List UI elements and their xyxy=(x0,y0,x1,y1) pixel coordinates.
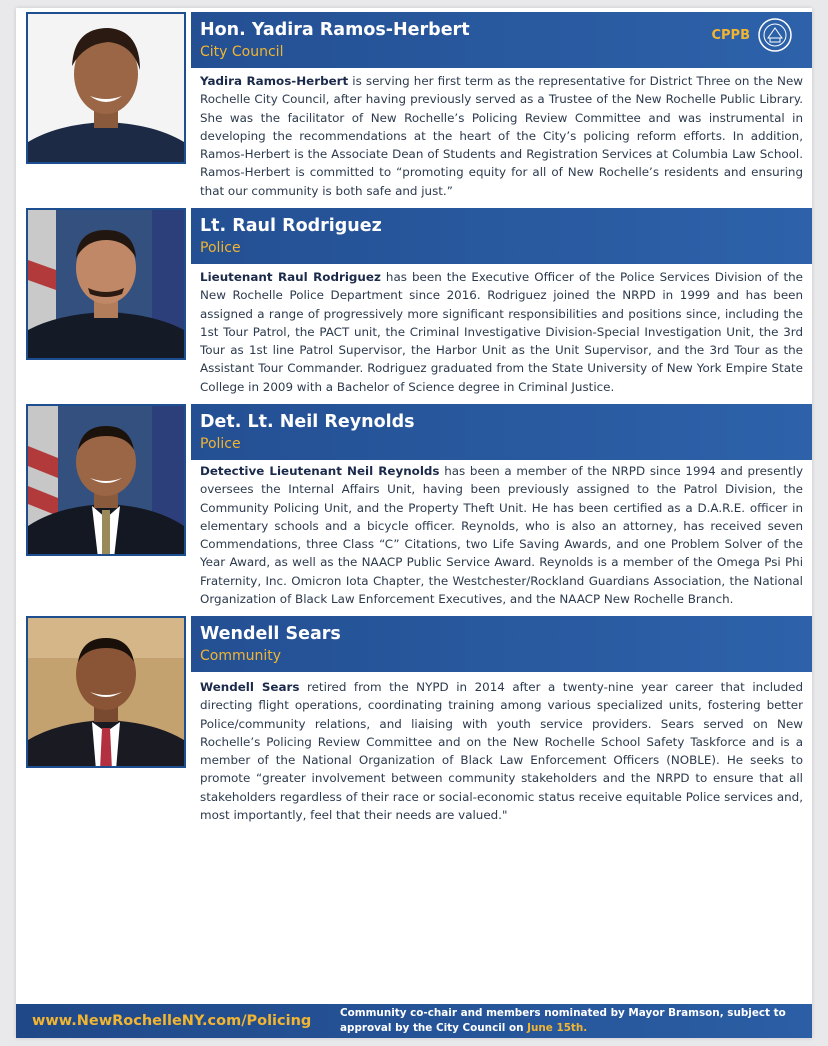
name-band xyxy=(191,616,812,672)
footer-note-text: Community co-chair and members nominated by Mayor Bramson, subject to approval by the City Council on xyxy=(340,1007,786,1034)
profile-name: Wendell Sears xyxy=(200,624,341,644)
profile-bio xyxy=(200,268,803,396)
footer-note-date: June 15th. xyxy=(527,1022,588,1034)
bio-lead-name: Yadira Ramos-Herbert xyxy=(200,74,349,88)
bio-text: has been the Executive Officer of the Police Services Division of the New Rochelle Police Department since 2016. Rodriguez joined the NRPD in 1999 and has been assigned a range of progressively more significant responsibilities and positions since, including the 1st Tour Patrol, the PACT unit, the Criminal Investigative Division-Special Investigation Unit, the 3rd Tour as 1st line Patrol Supervisor, the Harbor Unit as the Unit Supervisor, and the 3rd Tour as the Assistant Tour Commander. Rodriguez graduated from the State University of New York Empire State College in 2009 with a Bachelor of Science degree in Criminal Justice. xyxy=(200,270,803,394)
profile-role: City Council xyxy=(200,44,284,60)
bio-text: has been a member of the NRPD since 1994 and presently oversees the Internal Affairs Unit, having been previously assigned to the Patrol Division, the Community Policing Unit, and the Property Theft Unit. He has been certified as a D.A.R.E. officer in elementary schools and a bicycle officer. Reynolds, who is also an attorney, has received seven Commendations, three Class “C” Citations, two Life Saving Awards, and one Problem Solver of the Year Award, as well as the NAACP Public Service Award. Reynolds is a member of the Omega Psi Phi Fraternity, Inc. Omicron Iota Chapter, the Westchester/Rockland Guardians Association, the National Organization of Black Law Enforcement Executives, and the NAACP New Rochelle Branch. xyxy=(200,464,803,607)
profile-bio xyxy=(200,462,803,608)
profile-role: Community xyxy=(200,648,282,664)
portrait-photo xyxy=(26,616,186,768)
badge-text: CPPB xyxy=(711,27,750,43)
profile-role: Police xyxy=(200,436,241,452)
profile-bio xyxy=(200,72,803,200)
profile-page xyxy=(16,8,812,1038)
portrait-photo xyxy=(26,208,186,360)
profile-role: Police xyxy=(200,240,241,256)
portrait-photo xyxy=(26,12,186,164)
name-band xyxy=(191,208,812,264)
bio-lead-name: Lieutenant Raul Rodriguez xyxy=(200,270,381,284)
page-footer xyxy=(16,1004,812,1038)
profile-name: Hon. Yadira Ramos-Herbert xyxy=(200,20,470,40)
city-seal-icon xyxy=(758,18,792,52)
bio-lead-name: Detective Lieutenant Neil Reynolds xyxy=(200,464,440,478)
name-band xyxy=(191,404,812,460)
profile-bio xyxy=(200,678,803,824)
bio-text: is serving her first term as the representative for District Three on the New Rochelle City Council, after having previously served as a Trustee of the New Rochelle Public Library. She was the facilitator of New Rochelle’s Policing Review Committee and was instrumental in developing the recommendations at the heart of the City’s policing reform efforts. In addition, Ramos-Herbert is the Associate Dean of Students and Registration Services at Columbia Law School. Ramos-Herbert is committed to “promoting equity for all of New Rochelle’s residents and ensuring that our community is both safe and just.” xyxy=(200,74,803,198)
bio-text: retired from the NYPD in 2014 after a twenty-nine year career that included directing flight operations, coordinating training among various specialized units, fostering better Police/community relations, and liaising with youth service providers. Sears served on New Rochelle’s Policing Review Committee and on the New Rochelle School Safety Taskforce and is a member of the National Organization of Black Law Enforcement Officers (NOBLE). He seeks to promote “greater involvement between community stakeholders and the NRPD to ensure that all stakeholders regardless of their race or social-economic status receive equitable Police services and, most importantly, feel that their needs are valued." xyxy=(200,680,803,823)
name-band xyxy=(191,12,812,68)
profile-name: Lt. Raul Rodriguez xyxy=(200,216,382,236)
policing-url-link[interactable]: www.NewRochelleNY.com/Policing xyxy=(32,1013,312,1029)
profile-name: Det. Lt. Neil Reynolds xyxy=(200,412,415,432)
footer-note xyxy=(340,1006,800,1036)
portrait-photo xyxy=(26,404,186,556)
cppb-badge xyxy=(711,18,792,52)
bio-lead-name: Wendell Sears xyxy=(200,680,300,694)
